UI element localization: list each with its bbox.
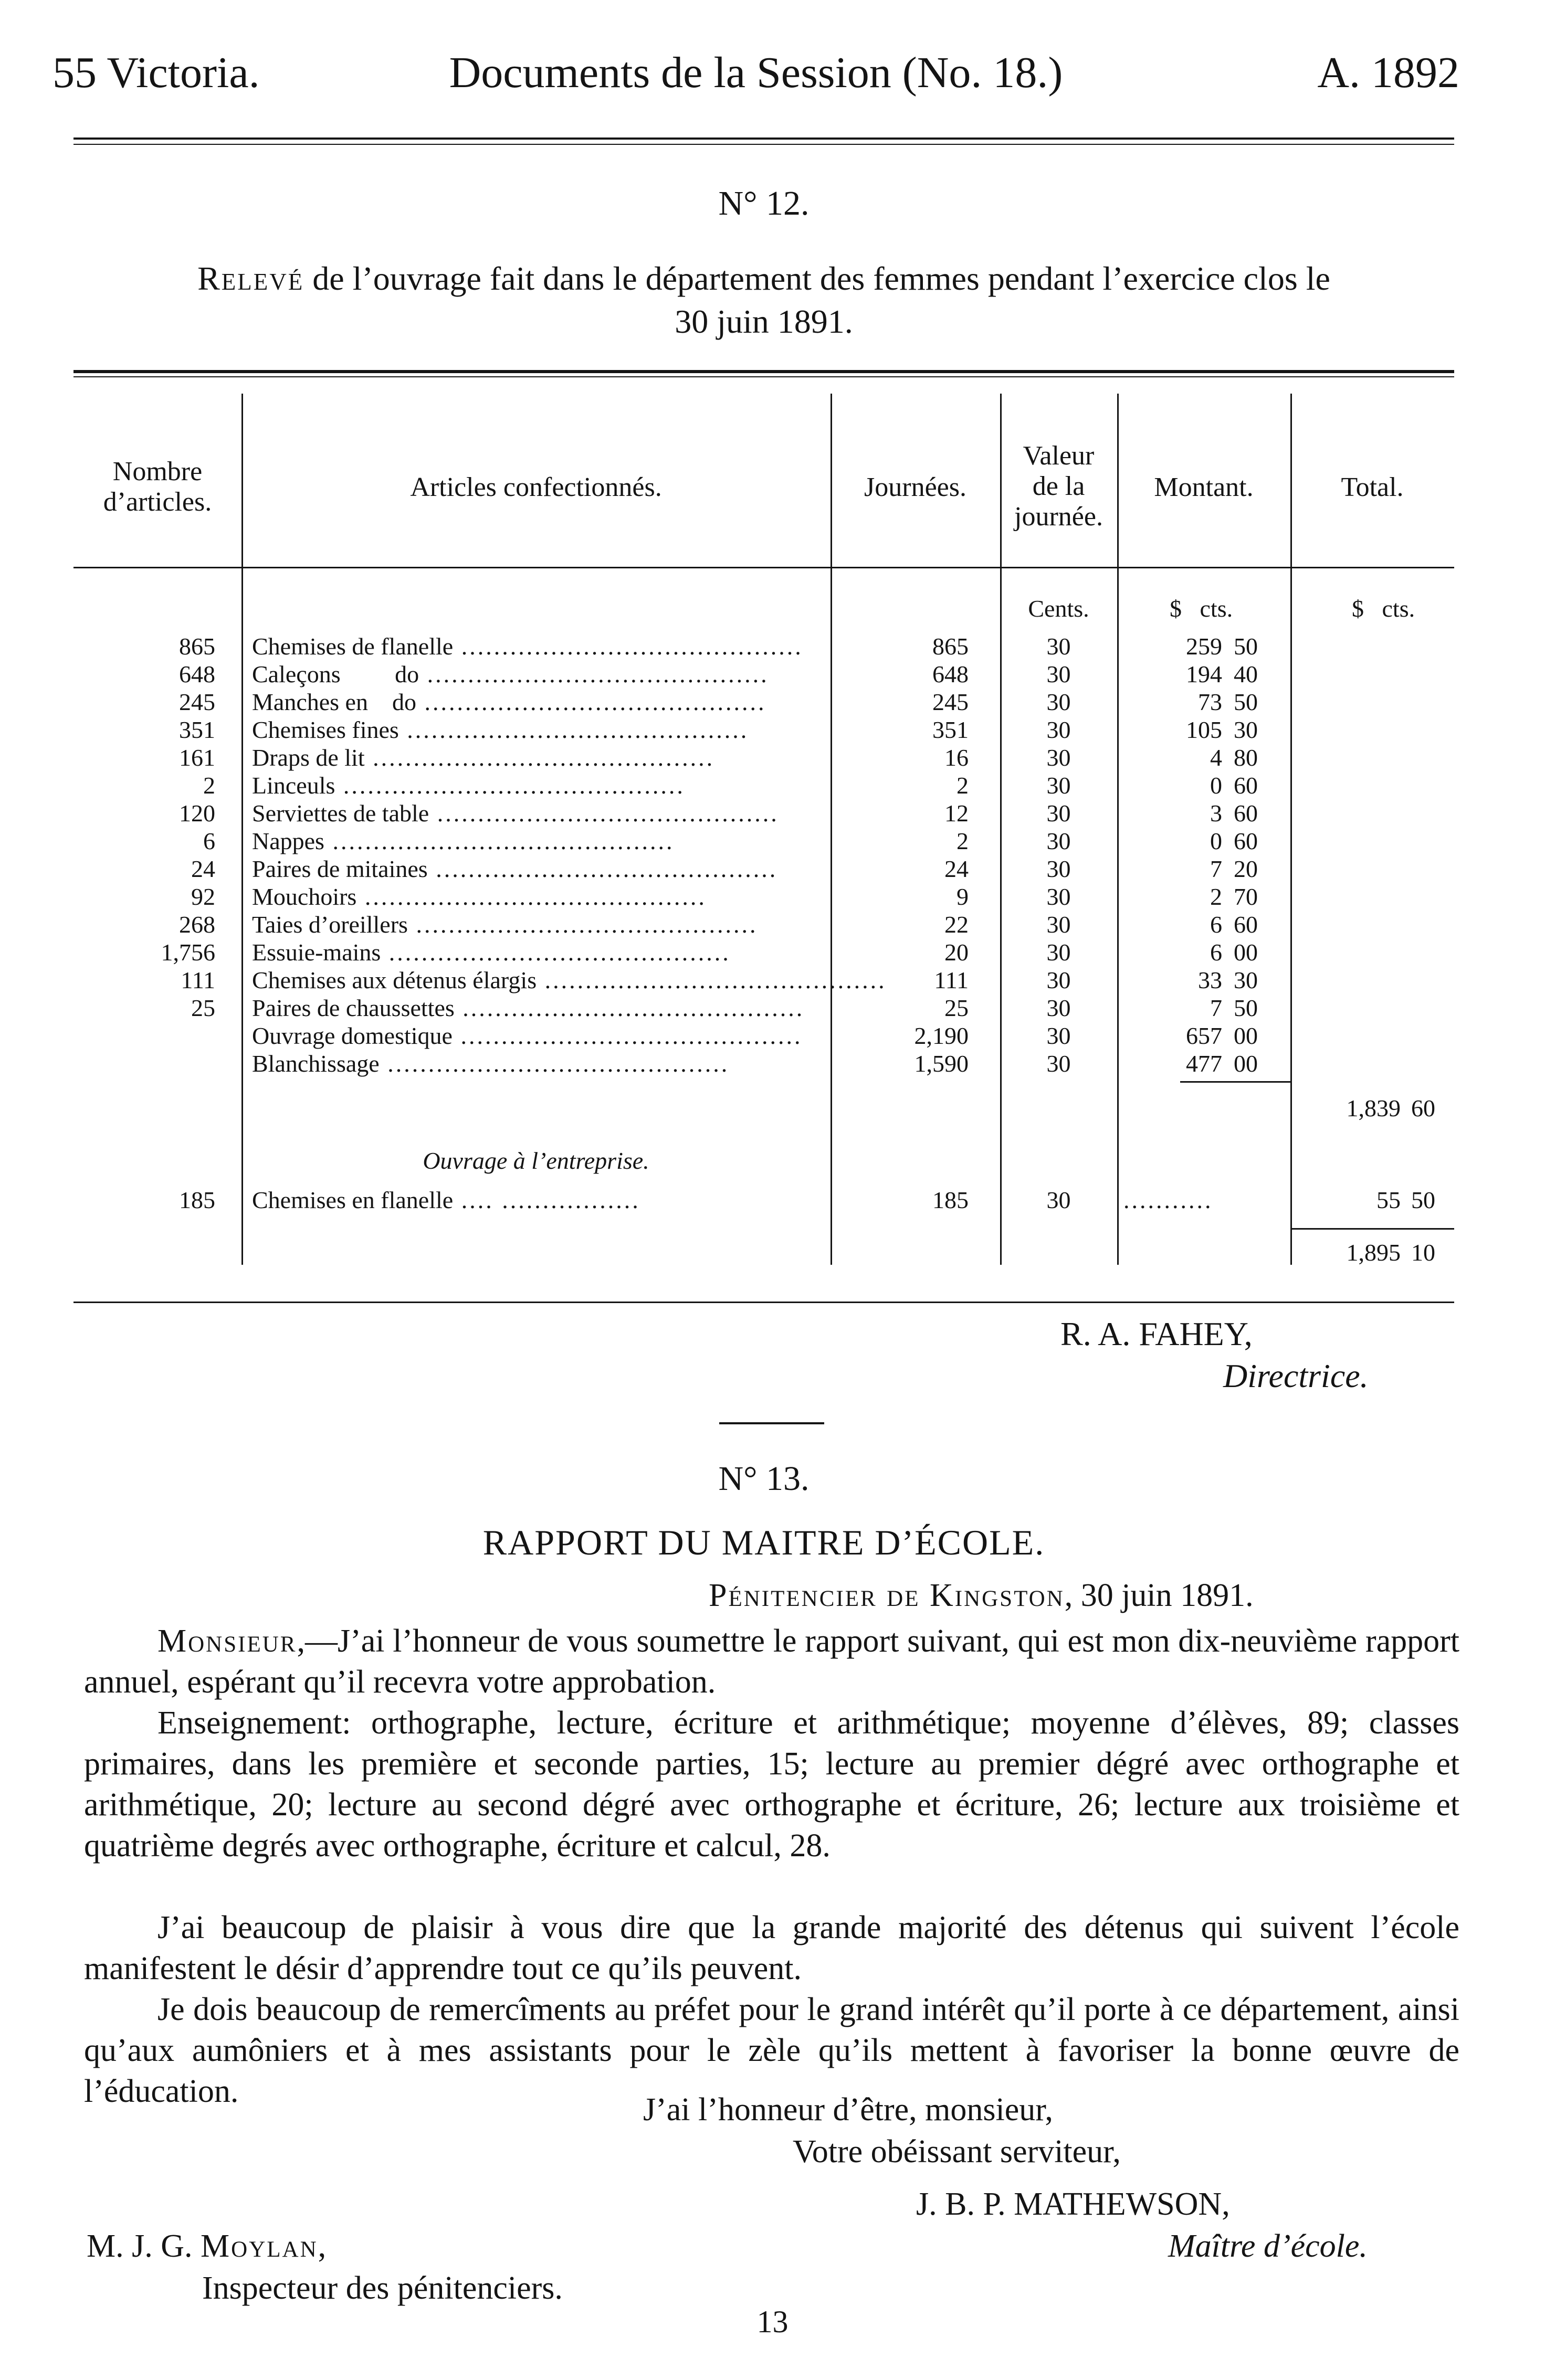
row-valeur: 30 bbox=[1046, 744, 1071, 771]
place-date-line bbox=[709, 1577, 1254, 1614]
row-article-label: Linceuls bbox=[252, 772, 335, 799]
row-montant-dollars: 105 bbox=[1186, 716, 1222, 743]
page-number: 13 bbox=[756, 2304, 789, 2339]
row-article-label: Essuie-mains bbox=[252, 939, 381, 966]
entreprise-valeur: 30 bbox=[1046, 1187, 1071, 1213]
signer-name: J. B. P. MATHEWSON, bbox=[916, 2186, 1230, 2222]
row-montant-dollars: 7 bbox=[1210, 855, 1222, 882]
row-montant-dollars: 0 bbox=[1210, 828, 1222, 854]
row-valeur: 30 bbox=[1046, 800, 1071, 827]
row-nombre: 351 bbox=[179, 716, 215, 743]
header-session: 55 Victoria. bbox=[52, 48, 260, 97]
row-valeur: 30 bbox=[1046, 772, 1071, 799]
row-article-label: Paires de mitaines bbox=[252, 855, 428, 882]
row-montant-dollars: 4 bbox=[1210, 744, 1222, 771]
table-header-rule bbox=[73, 567, 1454, 568]
row-nombre: 120 bbox=[179, 800, 215, 827]
row-article bbox=[252, 660, 820, 688]
row-montant-cents: 30 bbox=[1234, 967, 1258, 993]
row-montant-dollars: 6 bbox=[1210, 939, 1222, 966]
header-rule-top bbox=[73, 137, 1454, 140]
leader-dots: .......................................... bbox=[537, 967, 887, 993]
row-article bbox=[252, 966, 887, 994]
row-montant-cents: 00 bbox=[1234, 1022, 1258, 1049]
addressee-comma: , bbox=[318, 2228, 327, 2264]
header-nombre-line2: d’articles. bbox=[103, 487, 212, 517]
addressee-name bbox=[87, 2228, 326, 2265]
paragraph-2: Enseignement: orthographe, lecture, écriture et arithmétique; moyenne d’élèves, 89; classes primaires, dans les première et seconde parties, 15; lecture au premier dégré avec orthographe et arithmétique, 20; lecture au second dégré avec orthographe et écriture, 26; lecture aux troisième et quatrième degrés avec orthographe, écriture et calcul, 28. bbox=[84, 1705, 1459, 1864]
header-valeur-line1: Valeur bbox=[1023, 441, 1095, 471]
place-name: Pénitencier de Kingston bbox=[709, 1578, 1065, 1613]
row-valeur: 30 bbox=[1046, 855, 1071, 882]
row-article bbox=[252, 994, 820, 1022]
row-valeur: 30 bbox=[1046, 828, 1071, 854]
row-article bbox=[252, 771, 820, 799]
row-nombre: 648 bbox=[179, 661, 215, 687]
row-article-label: Chemises aux détenus élargis bbox=[252, 967, 537, 993]
row-valeur: 30 bbox=[1046, 939, 1071, 966]
header-nombre-line1: Nombre bbox=[112, 457, 203, 486]
row-journees: 16 bbox=[944, 744, 969, 771]
unit-montant: $ cts. bbox=[1170, 595, 1233, 622]
place-date: , 30 juin 1891. bbox=[1064, 1578, 1254, 1613]
row-nombre: 111 bbox=[181, 967, 215, 993]
row-article-label: Chemises fines bbox=[252, 716, 399, 743]
row-article bbox=[252, 855, 820, 883]
row-nombre: 1,756 bbox=[161, 939, 215, 966]
header-total: Total. bbox=[1341, 472, 1404, 502]
row-journees: 2 bbox=[957, 828, 969, 854]
paragraph-4: Je dois beaucoup de remercîments au préfet pour le grand intérêt qu’il porte à ce département, ainsi qu’aux aumôniers et à mes assistants pour le zèle qu’ils mettent à favoriser la bonne œuvre de l’éducation. bbox=[84, 1992, 1459, 2109]
signature-12-name: R. A. FAHEY, bbox=[1060, 1315, 1253, 1352]
table-rule-bottom bbox=[73, 1302, 1454, 1303]
paragraph-1 bbox=[84, 1621, 1459, 1702]
row-journees: 12 bbox=[944, 800, 969, 827]
row-journees: 111 bbox=[934, 967, 969, 993]
row-montant-cents: 50 bbox=[1234, 689, 1258, 715]
row-montant-dollars: 194 bbox=[1186, 661, 1222, 687]
title-text: de l’ouvrage fait dans le département des femmes pendant l’exercice clos le bbox=[304, 260, 1330, 297]
entreprise-montant-leader: ........... bbox=[1123, 1187, 1213, 1213]
running-header bbox=[52, 47, 1459, 105]
row-valeur: 30 bbox=[1046, 967, 1071, 993]
row-journees: 245 bbox=[932, 689, 969, 715]
row-article bbox=[252, 688, 820, 716]
row-journees: 20 bbox=[944, 939, 969, 966]
row-article-label: Manches en do bbox=[252, 689, 416, 715]
entreprise-article-label: Chemises en flanelle bbox=[252, 1187, 454, 1213]
leader-dots: .... ................. bbox=[453, 1187, 640, 1213]
row-article bbox=[252, 744, 820, 771]
row-journees: 25 bbox=[944, 995, 969, 1021]
row-journees: 22 bbox=[944, 911, 969, 938]
entreprise-heading: Ouvrage à l’entreprise. bbox=[423, 1147, 649, 1174]
row-valeur: 30 bbox=[1046, 661, 1071, 687]
row-journees: 1,590 bbox=[914, 1050, 969, 1077]
montant-sum-rule bbox=[1180, 1081, 1290, 1083]
row-montant-cents: 20 bbox=[1234, 855, 1258, 882]
row-valeur: 30 bbox=[1046, 911, 1071, 938]
entreprise-journees: 185 bbox=[932, 1187, 969, 1213]
leader-dots: .......................................... bbox=[398, 716, 749, 743]
row-montant-dollars: 7 bbox=[1210, 995, 1222, 1021]
row-montant-cents: 30 bbox=[1234, 716, 1258, 743]
row-article bbox=[252, 799, 820, 827]
row-article-label: Mouchoirs bbox=[252, 883, 357, 910]
row-montant-dollars: 477 bbox=[1186, 1050, 1222, 1077]
unit-total: $ cts. bbox=[1352, 595, 1415, 622]
addressee-surname: Moylan bbox=[201, 2228, 318, 2264]
leader-dots: .......................................... bbox=[454, 995, 805, 1021]
row-valeur: 30 bbox=[1046, 995, 1071, 1021]
leader-dots: .......................................... bbox=[419, 661, 769, 687]
row-montant-cents: 40 bbox=[1234, 661, 1258, 687]
row-journees: 9 bbox=[957, 883, 969, 910]
row-montant-dollars: 3 bbox=[1210, 800, 1222, 827]
subtotal-cents: 60 bbox=[1411, 1095, 1435, 1122]
row-article-label: Blanchissage bbox=[252, 1050, 380, 1077]
row-article-label: Ouvrage domestique bbox=[252, 1022, 453, 1049]
row-nombre: 268 bbox=[179, 911, 215, 938]
header-valeur bbox=[1000, 441, 1117, 532]
unit-valeur: Cents. bbox=[1028, 595, 1089, 622]
paragraph-3: J’ai beaucoup de plaisir à vous dire que la grande majorité des détenus qui suivent l’école manifestent le désir d’apprendre tout ce qu’ils peuvent. bbox=[84, 1910, 1459, 1986]
table-rule-top bbox=[73, 370, 1454, 373]
row-nombre: 25 bbox=[191, 995, 215, 1021]
row-montant-dollars: 33 bbox=[1198, 967, 1222, 993]
salutation: Monsieur bbox=[157, 1623, 297, 1659]
header-valeur-line3: journée. bbox=[1014, 502, 1103, 532]
leader-dots: .......................................... bbox=[379, 1050, 730, 1077]
row-article-label: Serviettes de table bbox=[252, 800, 429, 827]
row-journees: 648 bbox=[932, 661, 969, 687]
row-montant-dollars: 0 bbox=[1210, 772, 1222, 799]
row-journees: 351 bbox=[932, 716, 969, 743]
section-separator bbox=[719, 1422, 824, 1424]
header-articles: Articles confectionnés. bbox=[410, 472, 662, 502]
header-valeur-line2: de la bbox=[1032, 471, 1085, 501]
leader-dots: .......................................... bbox=[324, 828, 675, 854]
row-article bbox=[252, 911, 820, 938]
row-montant-cents: 60 bbox=[1234, 772, 1258, 799]
row-valeur: 30 bbox=[1046, 1050, 1071, 1077]
addressee-initials: M. J. G. bbox=[87, 2228, 201, 2264]
subtotal-dollars: 1,839 bbox=[1346, 1095, 1401, 1122]
row-montant-cents: 00 bbox=[1234, 1050, 1258, 1077]
row-nombre: 161 bbox=[179, 744, 215, 771]
leader-dots: .......................................... bbox=[381, 939, 731, 966]
header-title: Documents de la Session (No. 18.) bbox=[449, 48, 1063, 97]
row-article bbox=[252, 632, 820, 660]
grand-total-cents: 10 bbox=[1411, 1239, 1435, 1266]
section-13-title: RAPPORT DU MAITRE D’ÉCOLE. bbox=[482, 1522, 1045, 1562]
row-article bbox=[252, 1050, 820, 1077]
section-12-title bbox=[73, 257, 1454, 343]
section-13-number: N° 13. bbox=[718, 1459, 810, 1498]
row-article bbox=[252, 883, 820, 911]
row-article bbox=[252, 716, 820, 744]
row-montant-cents: 60 bbox=[1234, 800, 1258, 827]
header-year: A. 1892 bbox=[1317, 48, 1459, 97]
work-statement-table bbox=[73, 370, 1454, 1304]
leader-dots: .......................................... bbox=[427, 855, 778, 882]
row-journees: 2,190 bbox=[914, 1022, 969, 1049]
row-article-label: Nappes bbox=[252, 828, 324, 854]
row-montant-cents: 00 bbox=[1234, 939, 1258, 966]
title-lead-word: Relevé bbox=[197, 260, 304, 297]
closing-line-1: J’ai l’honneur d’être, monsieur, bbox=[643, 2092, 1053, 2128]
row-article-label: Caleçons do bbox=[252, 661, 419, 687]
row-montant-dollars: 6 bbox=[1210, 911, 1222, 938]
header-nombre bbox=[73, 457, 241, 517]
row-article bbox=[252, 827, 820, 855]
leader-dots: .......................................... bbox=[452, 1022, 803, 1049]
row-article-label: Paires de chaussettes bbox=[252, 995, 455, 1021]
row-montant-cents: 50 bbox=[1234, 995, 1258, 1021]
header-montant: Montant. bbox=[1154, 472, 1254, 502]
grand-total-dollars: 1,895 bbox=[1346, 1239, 1401, 1266]
closing-line-2: Votre obéissant serviteur, bbox=[793, 2134, 1121, 2170]
row-montant-cents: 60 bbox=[1234, 911, 1258, 938]
row-nombre: 6 bbox=[203, 828, 215, 854]
header-journees: Journées. bbox=[864, 472, 966, 502]
row-nombre: 2 bbox=[203, 772, 215, 799]
leader-dots: .......................................... bbox=[407, 911, 758, 938]
row-journees: 2 bbox=[957, 772, 969, 799]
row-article-label: Draps de lit bbox=[252, 744, 365, 771]
col-divider-5 bbox=[1290, 394, 1292, 1265]
row-journees: 24 bbox=[944, 855, 969, 882]
row-montant-dollars: 259 bbox=[1186, 633, 1222, 660]
leader-dots: .......................................... bbox=[453, 633, 803, 660]
leader-dots: .......................................... bbox=[356, 883, 707, 910]
section-12-number: N° 12. bbox=[718, 184, 810, 223]
row-journees: 865 bbox=[932, 633, 969, 660]
row-montant-dollars: 657 bbox=[1186, 1022, 1222, 1049]
col-divider-1 bbox=[241, 394, 243, 1265]
header-rule-bottom bbox=[73, 144, 1454, 145]
row-article bbox=[252, 1022, 820, 1050]
leader-dots: .......................................... bbox=[429, 800, 779, 827]
row-valeur: 30 bbox=[1046, 1022, 1071, 1049]
row-montant-cents: 50 bbox=[1234, 633, 1258, 660]
row-valeur: 30 bbox=[1046, 716, 1071, 743]
paragraph-1-text: ,—J’ai l’honneur de vous soumettre le rapport suivant, qui est mon dix-neuvième rapport annuel, espérant qu’il recevra votre approbation. bbox=[84, 1623, 1459, 1700]
leader-dots: .......................................... bbox=[416, 689, 766, 715]
entreprise-nombre: 185 bbox=[179, 1187, 215, 1213]
leader-dots: .......................................... bbox=[364, 744, 715, 771]
row-nombre: 92 bbox=[191, 883, 215, 910]
row-valeur: 30 bbox=[1046, 633, 1071, 660]
entreprise-total-dollars: 55 bbox=[1376, 1187, 1401, 1213]
row-montant-cents: 80 bbox=[1234, 744, 1258, 771]
signer-title: Maître d’école. bbox=[1168, 2228, 1368, 2264]
row-montant-cents: 70 bbox=[1234, 883, 1258, 910]
entreprise-article bbox=[252, 1186, 820, 1214]
table-rule-top-thin bbox=[73, 376, 1454, 377]
row-nombre: 865 bbox=[179, 633, 215, 660]
row-montant-dollars: 73 bbox=[1198, 689, 1222, 715]
signature-12-title: Directrice. bbox=[1223, 1357, 1369, 1394]
addressee-title: Inspecteur des pénitenciers. bbox=[202, 2270, 563, 2306]
row-nombre: 24 bbox=[191, 855, 215, 882]
row-montant-cents: 60 bbox=[1234, 828, 1258, 854]
row-valeur: 30 bbox=[1046, 689, 1071, 715]
row-article bbox=[252, 938, 820, 966]
row-nombre: 245 bbox=[179, 689, 215, 715]
row-valeur: 30 bbox=[1046, 883, 1071, 910]
leader-dots: .......................................... bbox=[335, 772, 685, 799]
row-article-label: Taies d’oreillers bbox=[252, 911, 408, 938]
row-article-label: Chemises de flanelle bbox=[252, 633, 454, 660]
total-rule bbox=[1290, 1228, 1454, 1230]
entreprise-total-cents: 50 bbox=[1411, 1187, 1435, 1213]
row-montant-dollars: 2 bbox=[1210, 883, 1222, 910]
title-date: 30 juin 1891. bbox=[675, 303, 853, 340]
